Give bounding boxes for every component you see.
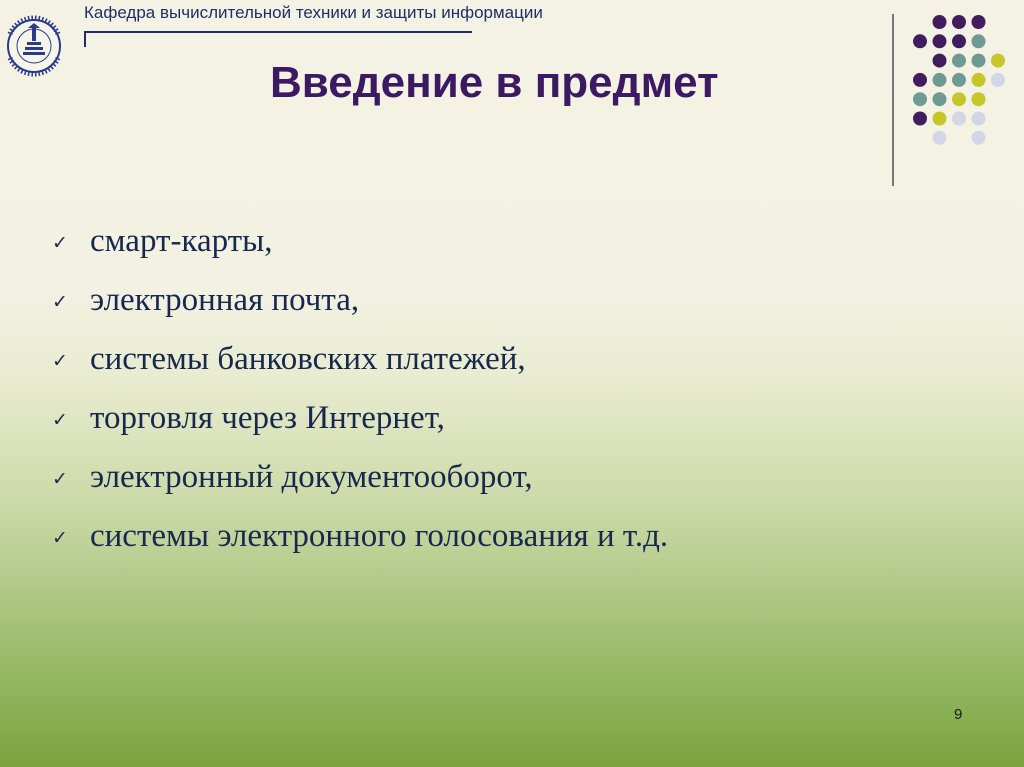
decor-dot — [913, 112, 927, 126]
list-item — [52, 212, 668, 271]
decor-dot — [952, 92, 966, 106]
decor-dot-grid — [902, 10, 1012, 170]
decor-dot — [933, 34, 947, 48]
decor-dot — [952, 34, 966, 48]
decor-dot — [913, 73, 927, 87]
decor-dot — [952, 54, 966, 68]
list-item — [52, 507, 668, 566]
decor-dot — [933, 92, 947, 106]
check-icon: ✓ — [52, 526, 68, 549]
check-icon: ✓ — [52, 467, 68, 490]
list-item — [52, 389, 668, 448]
decor-dot — [972, 54, 986, 68]
bullet-list — [52, 212, 668, 566]
decor-dot — [952, 112, 966, 126]
decor-dot — [933, 15, 947, 29]
decor-dot — [933, 73, 947, 87]
header-divider — [84, 31, 472, 33]
decor-dot — [913, 34, 927, 48]
decor-dot — [991, 73, 1005, 87]
list-item-text: торговля через Интернет, — [90, 400, 445, 436]
decor-dot — [933, 112, 947, 126]
list-item-text: смарт-карты, — [90, 223, 273, 259]
check-icon: ✓ — [52, 231, 68, 254]
slide-title: Введение в предмет — [270, 58, 719, 107]
decor-vertical-line — [892, 14, 894, 186]
decor-dot — [972, 131, 986, 145]
decor-dot — [952, 15, 966, 29]
list-item-text: системы банковских платежей, — [90, 341, 526, 377]
decor-dot — [972, 73, 986, 87]
decor-dot — [972, 92, 986, 106]
decor-dot — [933, 131, 947, 145]
list-item — [52, 330, 668, 389]
list-item-text: электронный документооборот, — [90, 459, 533, 495]
decor-dot — [933, 54, 947, 68]
check-icon: ✓ — [52, 408, 68, 431]
decor-dot — [972, 34, 986, 48]
decor-dot — [913, 92, 927, 106]
header-divider-tick — [84, 31, 86, 47]
decor-dot — [952, 73, 966, 87]
university-logo — [6, 4, 62, 88]
list-item — [52, 271, 668, 330]
decor-dot — [991, 54, 1005, 68]
department-name: Кафедра вычислительной техники и защиты информации — [84, 3, 543, 22]
list-item — [52, 448, 668, 507]
list-item-text: электронная почта, — [90, 282, 360, 318]
check-icon: ✓ — [52, 290, 68, 313]
list-item-text: системы электронного голосования и т.д. — [90, 518, 669, 554]
decor-dot — [972, 15, 986, 29]
check-icon: ✓ — [52, 349, 68, 372]
page-number: 9 — [954, 706, 963, 723]
decor-dot — [972, 112, 986, 126]
